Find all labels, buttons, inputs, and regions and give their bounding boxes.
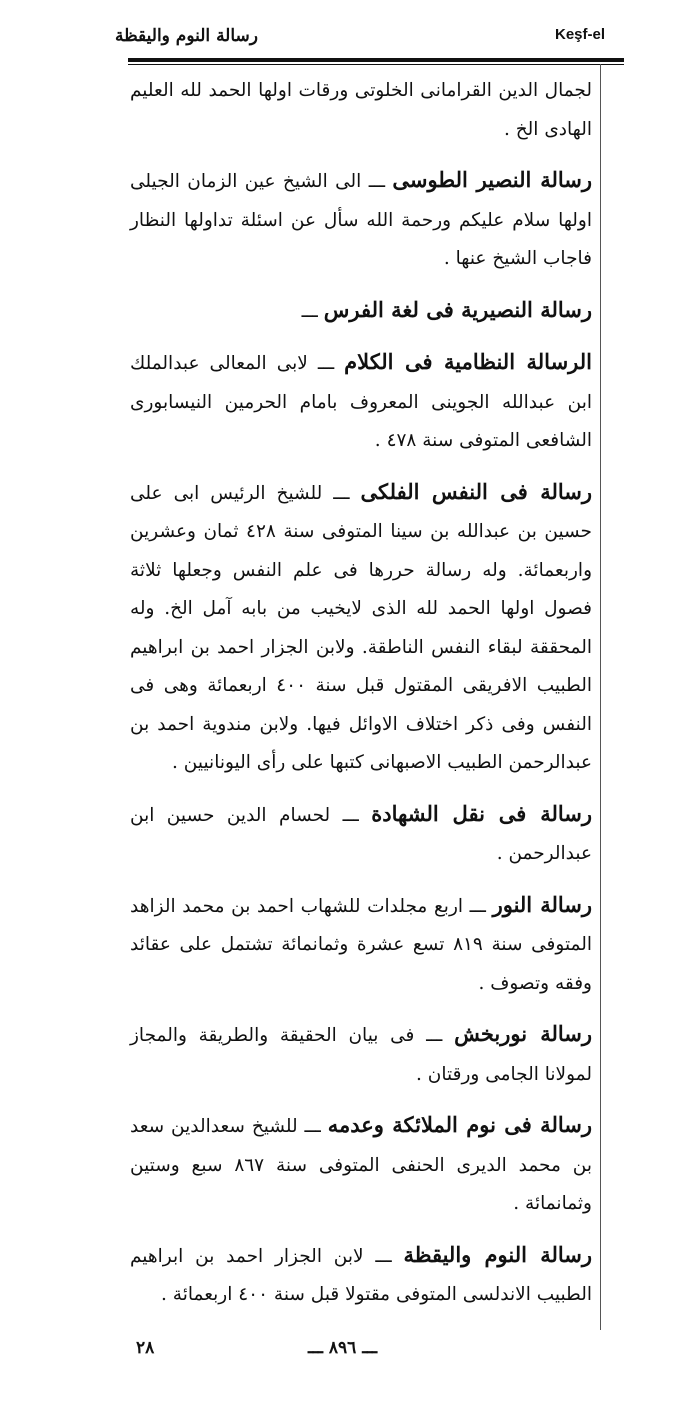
text-column xyxy=(130,72,592,1327)
entry-title: رسالة النوم واليقظة xyxy=(403,1241,593,1267)
entry-title: رسالة النصيرية فى لغة الفرس xyxy=(323,296,592,322)
entry xyxy=(130,1015,592,1094)
entry-title: رسالة فى نوم الملائكة وعدمه xyxy=(327,1112,592,1137)
page-number-secondary: ٢٨ xyxy=(136,1338,155,1358)
entry-title: رسالة النور xyxy=(492,891,592,917)
entry-title: رسالة النصير الطوسى xyxy=(392,167,592,192)
entry xyxy=(130,161,592,279)
entry-text: ـــ لابى المعالى عبدالملك ابن عبدالله الجوينى المعروف بامام الحرمين النيسابورى الشافعى المتوفى سنة ٤٧٨ . xyxy=(130,353,592,451)
entry-text: ـــ للشيخ سعدالدين سعد بن محمد الديرى الحنفى المتوفى سنة ٨٦٧ سبع وستين وثمانمائة . xyxy=(130,1116,592,1214)
entry xyxy=(130,795,592,874)
entry-text: ـــ xyxy=(301,300,324,322)
running-head-book-title: Keşf-el xyxy=(555,26,606,43)
margin-rule xyxy=(600,64,601,1330)
entry-continuation xyxy=(130,72,592,149)
running-head-title: رسالة النوم واليقظة xyxy=(114,26,258,46)
entry xyxy=(130,886,592,1004)
running-header xyxy=(0,0,696,60)
entry-title: رسالة نوربخش xyxy=(454,1021,592,1046)
header-rule-thin xyxy=(128,64,624,65)
header-rule-thick xyxy=(128,58,624,62)
page-number: ـــ ٨٩٦ ـــ xyxy=(308,1338,378,1358)
page-footer xyxy=(0,1330,696,1370)
entry-title: رسالة فى النفس الفلكى xyxy=(360,478,592,504)
entry-title: رسالة فى نقل الشهادة xyxy=(371,800,592,826)
entry-text: ـــ لابن الجزار احمد بن ابراهيم الطبيب الاندلسى المتوفى مقتولا قبل سنة ٤٠٠ اربعمائة . xyxy=(130,1245,592,1305)
entry-text: ـــ للشيخ الرئيس ابى على حسين بن عبدالله بن سينا المتوفى سنة ٤٢٨ ثمان وعشرين واربعمائة. وله رسالة حررها فى علم النفس وجعلها ثلاثة فصول اولها الحمد لله الذى لايخيب من بابه آمل الخ. وله المحققة لبقاء النفس الناطقة. ولابن الجزار احمد بن ابراهيم الطبيب الافريقى المقتول قبل سنة ٤٠٠ اربعمائة وهى فى النفس وفى ذكر اختلاف الاوائل فيها. ولابن مندوية احمد بن عبدالرحمن الطبيب الاصبهانى كتبها على رأى اليونانيين . xyxy=(130,482,592,773)
entry xyxy=(130,1236,592,1315)
entry-text: ـــ اربع مجلدات للشهاب احمد بن محمد الزاهد المتوفى سنة ٨١٩ تسع عشرة وثمانمائة تشتمل على عقائد وفقه وتصوف . xyxy=(130,895,592,994)
entry-text: ـــ لحسام الدين حسين ابن عبدالرحمن . xyxy=(130,804,592,864)
entry xyxy=(130,343,592,461)
entry-title: الرسالة النظامية فى الكلام xyxy=(344,349,592,374)
entry xyxy=(130,473,592,783)
entry-text: ـــ الى الشيخ عين الزمان الجيلى اولها سلام عليكم ورحمة الله سأل عن اسئلة تداولها النظار فاجاب الشيخ عنها . xyxy=(130,171,592,269)
entry xyxy=(130,291,592,332)
entry-text: لجمال الدين القرامانى الخلوتى ورقات اولها الحمد لله العليم الهادى الخ . xyxy=(130,80,592,140)
entry xyxy=(130,1106,592,1224)
entry-text: ـــ فى بيان الحقيقة والطريقة والمجاز لمولانا الجامى ورقتان . xyxy=(130,1025,592,1085)
